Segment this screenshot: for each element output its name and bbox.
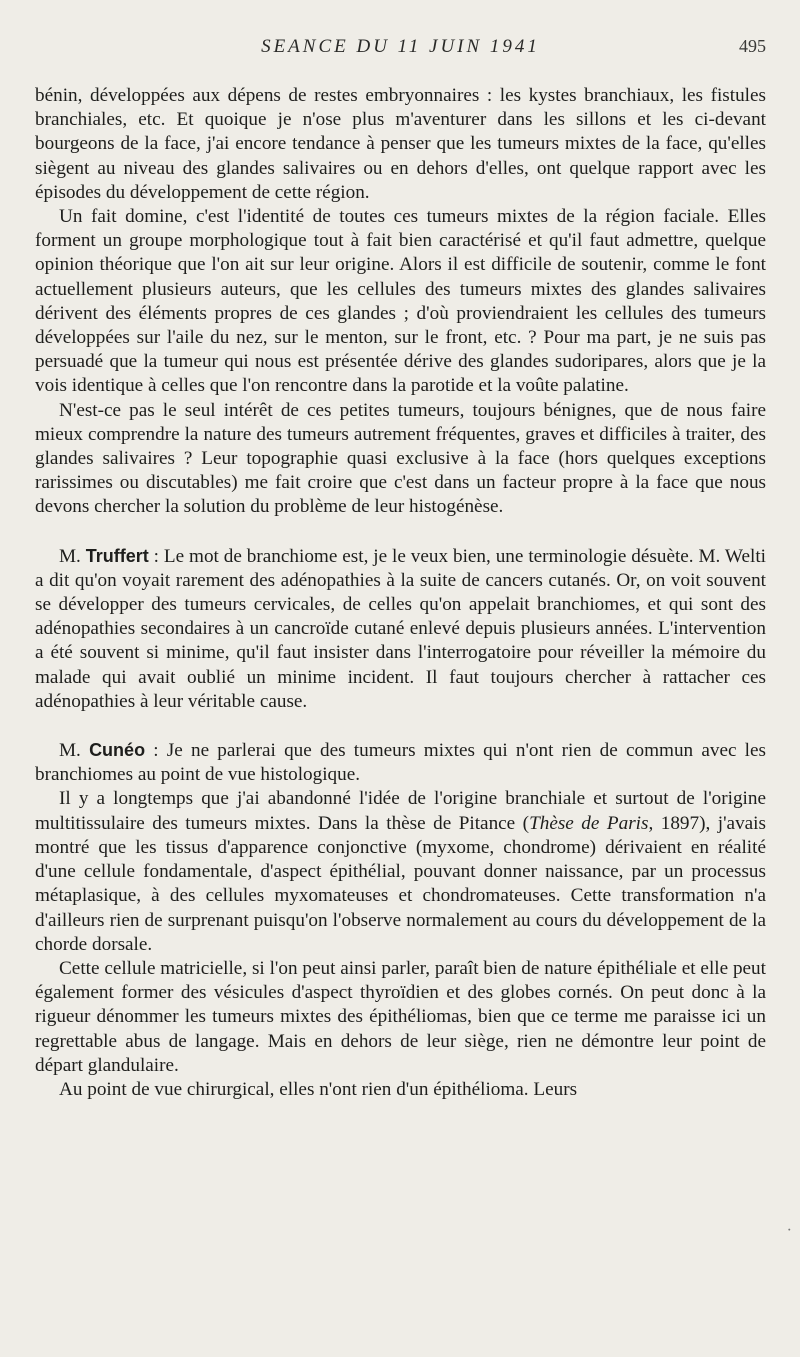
cuneo-prefix: M. — [59, 740, 81, 762]
speaker-cuneo: Cunéo — [89, 740, 146, 761]
cuneo-remark — [35, 738, 766, 787]
running-head: SEANCE DU 11 JUIN 1941 — [261, 36, 540, 57]
truffert-remark — [35, 544, 766, 714]
page-header — [35, 36, 766, 66]
paragraph-3: N'est-ce pas le seul intérêt de ces petites tumeurs, toujours bénignes, que de nous faire mieux comprendre la nature des tumeurs autrement fréquentes, graves et difficiles à traiter, des glandes salivaires ? Leur topographie quasi exclusive à la face (hors quelques exceptions rarissimes ou discutables) me fait croire que c'est dans un facteur propre à la face que nous devons chercher la solution du problème de leur histogénèse. — [35, 399, 766, 518]
paragraph-1: bénin, développées aux dépens de restes embryonnaires : les kystes branchiaux, les fistules branchiales, etc. Et quoique je n'ose plus m'aventurer dans les sillons et les ci-devant bourgeons de la face, j'ai encore tendance à penser que les tumeurs mixtes de la face, qu'elles siègent au niveau des glandes salivaires ou en dehors d'elles, ont quelque rapport avec les épisodes du développement de cette région. — [35, 85, 766, 203]
paragraph-2: Un fait domine, c'est l'identité de toutes ces tumeurs mixtes de la région faciale. Elles forment un groupe morphologique tout à fait bien caractérisé et qu'il faut admettre, quelque opinion théorique que l'on ait sur leur origine. Alors il est difficile de soutenir, comme le font actuellement plusieurs auteurs, que les cellules des tumeurs mixtes des glandes salivaires dérivent des éléments propres de ces glandes ; d'où proviendraient les cellules des tumeurs développées sur l'aile du nez, sur le menton, sur le front, etc. ? Pour ma part, je ne suis pas persuadé que la tumeur qui nous est présentée dérive des glandes sudoripares, alors que je la vois identique à celles que l'on rencontre dans la parotide et la voûte palatine. — [35, 206, 766, 397]
cuneo-paragraph-2 — [35, 787, 766, 956]
cuneo-paragraph-4: Au point de vue chirurgical, elles n'ont rien d'un épithélioma. Leurs — [59, 1078, 578, 1100]
cuneo-p2-after: , 1897), j'avais montré que les tissus d'apparence conjonctive (myxome, chondrome) dérivaient en réalité d'une cellule fondamentale, d'aspect épithélial, pouvant donner naissance, par un processus métaplasique, à des cellules myxomateuses et chondromateuses. Cette transformation n'a d'ailleurs rien de surprenant puisqu'on l'observe normalement au cours du développement de la chorde dorsale. — [35, 812, 766, 955]
truffert-prefix: M. — [59, 545, 81, 567]
truffert-text: : Le mot de branchiome est, je le veux bien, une terminologie désuète. M. Welti a dit qu'on voyait rarement des adénopathies à la suite de cancers cutanés. Or, on voit souvent se développer des tumeurs cervicales, de celles qu'on appelait branchiomes, et qui sont des adénopathies secondaires à un cancroïde cutané enlevé depuis plusieurs années. L'intervention a été souvent si minime, qu'il faut insister dans l'interrogatoire pour réveiller la mémoire du malade qui avait oublié un minime incident. Il faut toujours chercher à rattacher ces adénopathies à leur véritable cause. — [35, 545, 766, 712]
speaker-truffert: Truffert — [85, 545, 149, 566]
cuneo-paragraph-3: Cette cellule matricielle, si l'on peut ainsi parler, paraît bien de nature épithéliale et elle peut également former des vésicules d'aspect thyroïdien et des globes cornés. On peut donc à la rigueur dénommer les tumeurs mixtes des épithéliomas, bien que ce terme me paraisse ici un regrettable abus de langage. Mais en dehors de leur siège, rien ne démontre leur point de départ glandulaire. — [35, 957, 766, 1076]
body-text — [35, 84, 766, 1102]
thesis-title: Thèse de Paris — [529, 812, 649, 834]
page-number: 495 — [739, 36, 766, 56]
cuneo-text: : Je ne parlerai que des tumeurs mixtes qui n'ont rien de commun avec les branchiomes au point de vue histologique. — [35, 740, 766, 786]
cuneo-p2-before: Il y a longtemps que j'ai abandonné l'idée de l'origine branchiale et surtout de l'origine multitissulaire des tumeurs mixtes. Dans la thèse de Pitance ( — [35, 788, 766, 834]
margin-mark: · — [786, 1222, 792, 1239]
